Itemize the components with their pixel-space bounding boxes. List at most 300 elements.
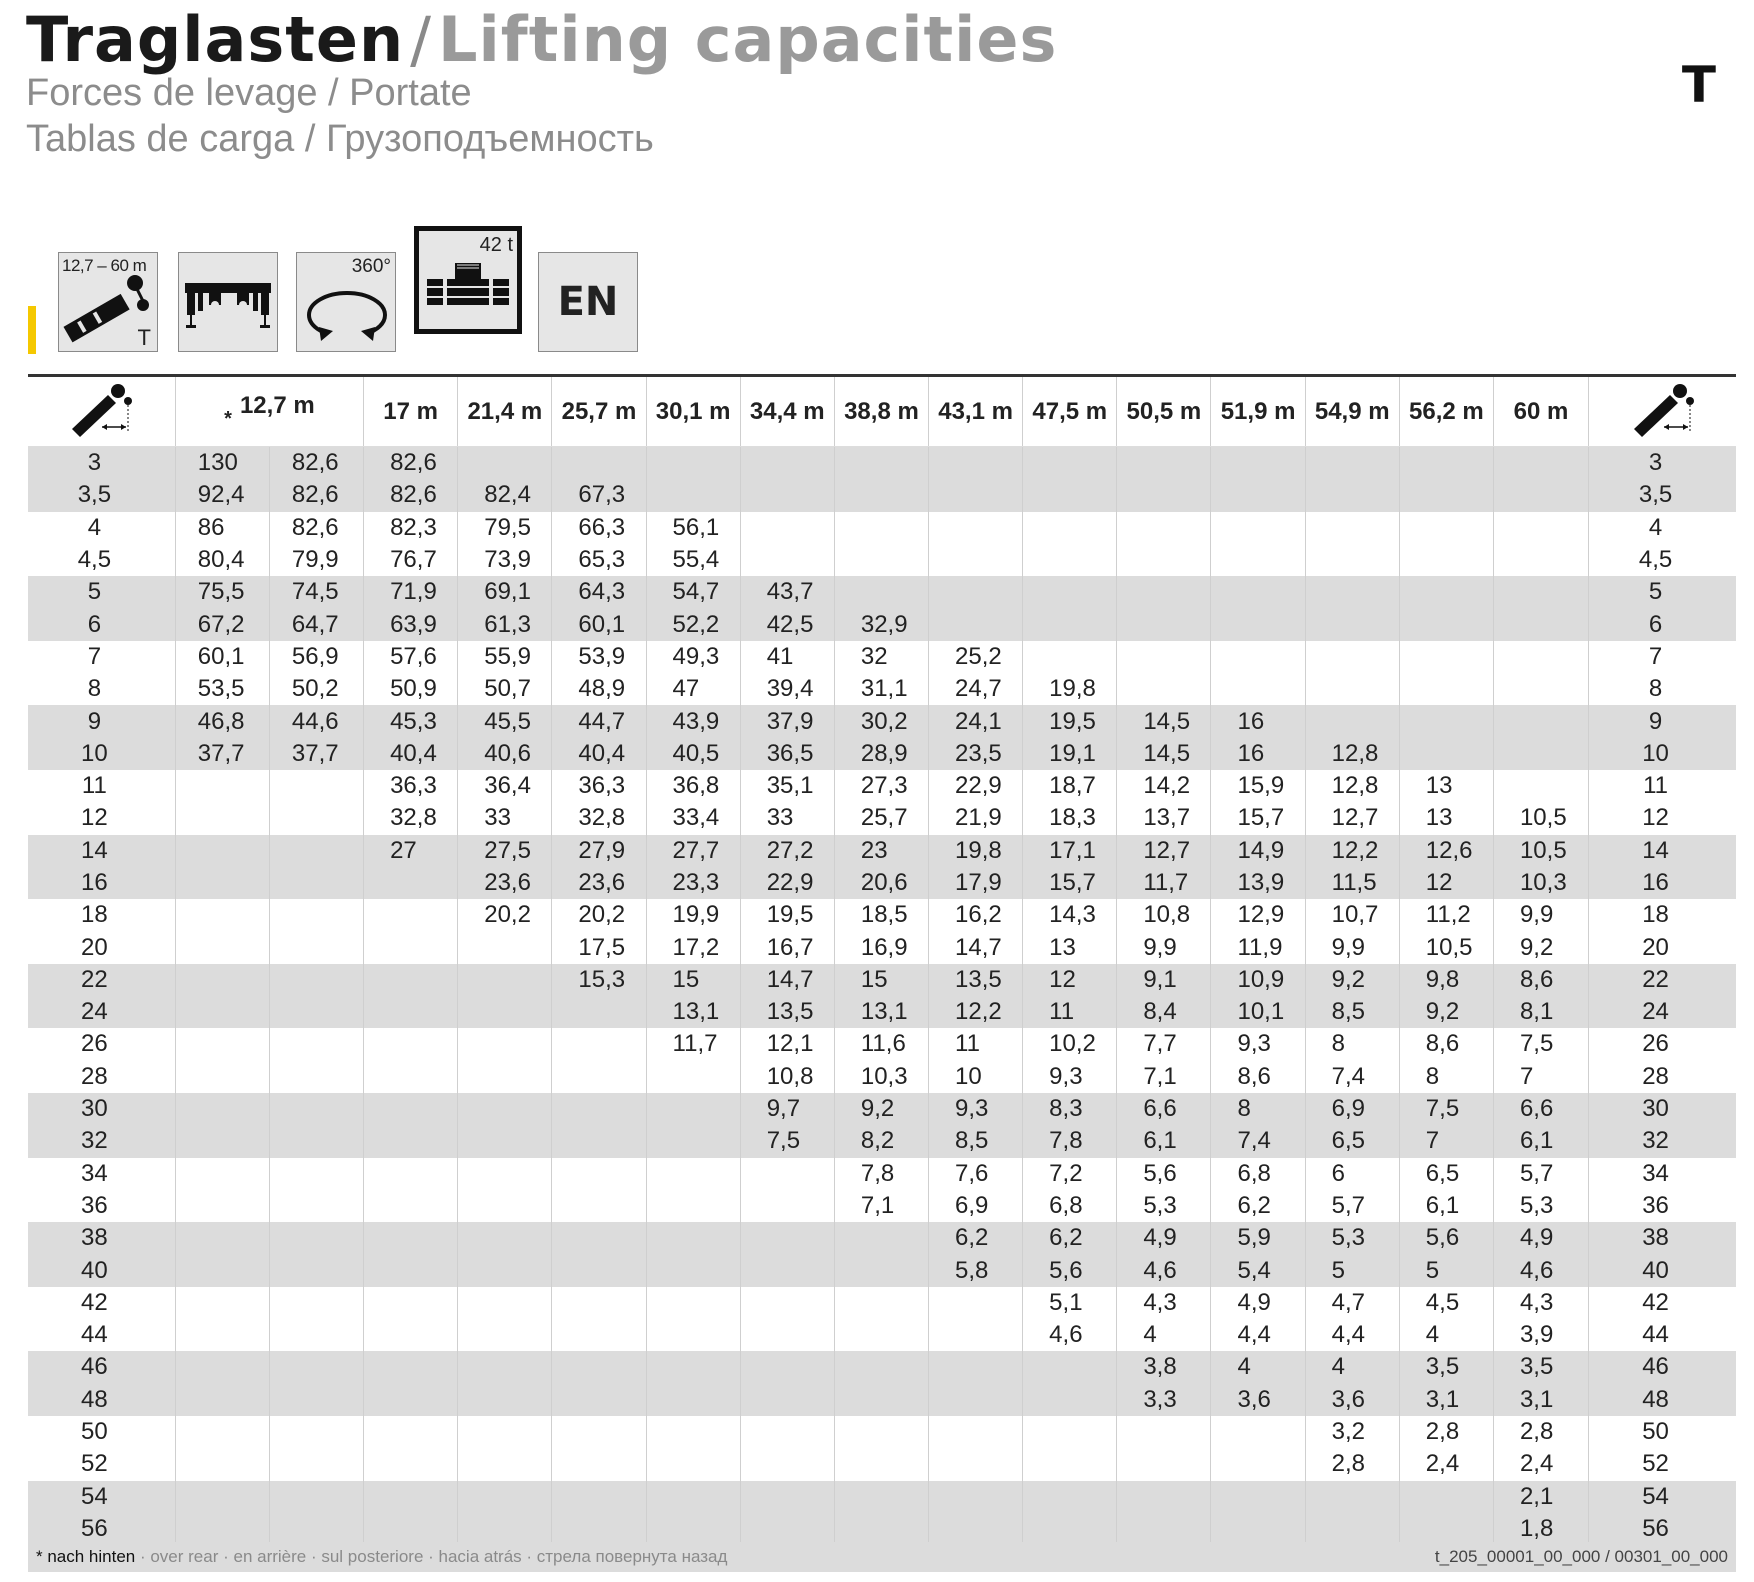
capacity-cell (175, 1448, 269, 1480)
capacity-cell (740, 1384, 834, 1416)
capacity-cell (269, 1416, 363, 1448)
capacity-cell (364, 1028, 458, 1060)
capacity-cell: 4,9 (1211, 1287, 1305, 1319)
outrigger-icon (178, 252, 278, 352)
capacity-cell: 5,9 (1211, 1222, 1305, 1254)
table-row (28, 1222, 1736, 1254)
capacity-cell: 5,6 (1023, 1254, 1117, 1286)
radius-cell-right: 32 (1589, 1125, 1736, 1157)
capacity-cell (1493, 576, 1588, 608)
capacity-cell (1117, 1481, 1211, 1513)
table-row (28, 1158, 1736, 1190)
capacity-cell (364, 1125, 458, 1157)
capacity-cell: 12,8 (1305, 770, 1399, 802)
capacity-cell: 9,2 (1493, 931, 1588, 963)
capacity-cell: 23,6 (458, 867, 552, 899)
capacity-cell (1493, 673, 1588, 705)
boom-col-header: 60 m (1493, 376, 1588, 447)
capacity-cell: 67,3 (552, 479, 646, 511)
capacity-cell (740, 1222, 834, 1254)
capacity-cell: 18,7 (1023, 770, 1117, 802)
capacity-cell (1493, 705, 1588, 737)
table-row (28, 705, 1736, 737)
capacity-cell: 4,4 (1305, 1319, 1399, 1351)
radius-cell: 6 (28, 608, 175, 640)
capacity-cell: 42,5 (740, 608, 834, 640)
capacity-cell: 14,5 (1117, 738, 1211, 770)
capacity-cell: 22,9 (929, 770, 1023, 802)
table-row (28, 867, 1736, 899)
capacity-cell (740, 1254, 834, 1286)
capacity-cell (552, 1351, 646, 1383)
radius-cell-right: 3,5 (1589, 479, 1736, 511)
radius-cell-right: 14 (1589, 835, 1736, 867)
capacity-cell: 14,5 (1117, 705, 1211, 737)
capacity-cell: 13,1 (834, 996, 928, 1028)
capacity-cell (552, 1254, 646, 1286)
radius-header-right (1589, 376, 1736, 447)
capacity-cell: 9,3 (1023, 1061, 1117, 1093)
capacity-cell (834, 1222, 928, 1254)
capacity-cell (646, 1158, 740, 1190)
capacity-cell: 6,6 (1117, 1093, 1211, 1125)
capacity-cell (269, 1125, 363, 1157)
table-row (28, 1351, 1736, 1383)
capacity-cell (929, 544, 1023, 576)
table-row (28, 641, 1736, 673)
capacity-cell (1023, 608, 1117, 640)
capacity-cell (1399, 641, 1493, 673)
capacity-cell: 76,7 (364, 544, 458, 576)
capacity-cell: 7,5 (1493, 1028, 1588, 1060)
capacity-cell: 7,6 (929, 1158, 1023, 1190)
capacity-cell (458, 931, 552, 963)
capacity-cell: 12,2 (929, 996, 1023, 1028)
capacity-cell (552, 1287, 646, 1319)
capacity-cell (175, 1190, 269, 1222)
capacity-cell (646, 1448, 740, 1480)
table-row (28, 802, 1736, 834)
capacity-cell: 17,1 (1023, 835, 1117, 867)
radius-cell: 24 (28, 996, 175, 1028)
capacity-cell: 19,5 (740, 899, 834, 931)
capacity-cell: 19,5 (1023, 705, 1117, 737)
capacity-cell (1211, 512, 1305, 544)
capacity-cell: 7,1 (1117, 1061, 1211, 1093)
capacity-cell (552, 1158, 646, 1190)
capacity-cell (458, 1254, 552, 1286)
capacity-cell: 45,3 (364, 705, 458, 737)
capacity-cell (1117, 544, 1211, 576)
capacity-cell: 40,6 (458, 738, 552, 770)
capacity-cell (929, 447, 1023, 480)
capacity-cell: 7 (1399, 1125, 1493, 1157)
table-row (28, 1125, 1736, 1157)
capacity-cell: 12,2 (1305, 835, 1399, 867)
radius-cell: 28 (81, 1062, 108, 1090)
capacity-cell: 23,6 (552, 867, 646, 899)
capacity-cell: 8,4 (1117, 996, 1211, 1028)
capacity-cell (458, 1416, 552, 1448)
capacity-cell (740, 1190, 834, 1222)
capacity-cell: 4,4 (1211, 1319, 1305, 1351)
capacity-cell (929, 1319, 1023, 1351)
capacity-cell: 43,9 (646, 705, 740, 737)
capacity-cell: 19,9 (646, 899, 740, 931)
capacity-cell: 33 (740, 802, 834, 834)
capacity-cell (1117, 447, 1211, 480)
capacity-cell (1023, 512, 1117, 544)
capacity-cell: 6,5 (1305, 1125, 1399, 1157)
capacity-cell: 53,9 (552, 641, 646, 673)
capacity-cell: 4,6 (1493, 1254, 1588, 1286)
capacity-cell (1117, 673, 1211, 705)
capacity-cell: 12,9 (1211, 899, 1305, 931)
capacity-cell: 44,7 (552, 705, 646, 737)
table-row (28, 479, 1736, 511)
capacity-cell: 54,7 (646, 576, 740, 608)
capacity-cell: 50,9 (364, 673, 458, 705)
capacity-cell (740, 479, 834, 511)
capacity-cell: 4 (1305, 1351, 1399, 1383)
capacity-cell: 5,3 (1305, 1222, 1399, 1254)
capacity-cell: 64,7 (269, 608, 363, 640)
capacity-cell: 74,5 (269, 576, 363, 608)
capacity-cell (646, 1254, 740, 1286)
capacity-cell (458, 1190, 552, 1222)
counterweight-stack-icon (419, 231, 517, 329)
capacity-cell: 4 (1399, 1319, 1493, 1351)
capacity-cell: 15 (834, 964, 928, 996)
capacity-cell: 6,6 (1493, 1093, 1588, 1125)
radius-cell: 11 (81, 772, 107, 800)
capacity-cell (1023, 1351, 1117, 1383)
capacity-cell: 79,9 (269, 544, 363, 576)
capacity-cell (552, 1481, 646, 1513)
capacity-cell (1399, 544, 1493, 576)
capacity-cell: 52,2 (646, 608, 740, 640)
capacity-cell: 5,6 (1399, 1222, 1493, 1254)
capacity-cell (1211, 641, 1305, 673)
capacity-cell (175, 1351, 269, 1383)
radius-cell: 14 (28, 835, 175, 867)
capacity-cell (1399, 576, 1493, 608)
capacity-cell (834, 479, 928, 511)
table-row (28, 544, 1736, 576)
boom-col-header: 56,2 m (1399, 376, 1493, 447)
radius-cell-right: 38 (1589, 1222, 1736, 1254)
table-row (28, 1384, 1736, 1416)
capacity-cell: 12,6 (1399, 835, 1493, 867)
capacity-cell: 14,7 (929, 931, 1023, 963)
radius-cell: 7 (87, 642, 102, 670)
capacity-cell (834, 1448, 928, 1480)
capacity-cell: 16,7 (740, 931, 834, 963)
capacity-cell (458, 1125, 552, 1157)
table-row (28, 1416, 1736, 1448)
capacity-cell: 3,3 (1117, 1384, 1211, 1416)
capacity-cell (552, 1384, 646, 1416)
capacity-cell: 30,2 (834, 705, 928, 737)
capacity-cell: 8,1 (1493, 996, 1588, 1028)
capacity-cell: 57,6 (364, 641, 458, 673)
radius-cell: 54 (28, 1481, 175, 1513)
capacity-cell: 16,2 (929, 899, 1023, 931)
boom-col-header: 50,5 m (1117, 376, 1211, 447)
capacity-cell: 13 (1399, 770, 1493, 802)
footer-note-translations: · over rear · en arrière · sul posteriore · hacia atrás · стрела повернута назад (135, 1547, 728, 1566)
capacity-cell: 4,3 (1117, 1287, 1211, 1319)
radius-cell-right: 40 (1589, 1254, 1736, 1286)
working-radius-icon (66, 377, 136, 439)
capacity-cell (552, 1190, 646, 1222)
capacity-cell: 27,7 (646, 835, 740, 867)
slewing-icon (296, 252, 396, 352)
radius-cell: 40 (28, 1254, 175, 1286)
capacity-cell: 21,9 (929, 802, 1023, 834)
radius-cell-right: 10 (1589, 738, 1736, 770)
capacity-cell: 10,7 (1305, 899, 1399, 931)
capacity-cell: 73,9 (458, 544, 552, 576)
capacity-cell: 3,1 (1399, 1384, 1493, 1416)
capacity-cell (552, 1222, 646, 1254)
capacity-cell (175, 1028, 269, 1060)
capacity-cell: 8,3 (1023, 1093, 1117, 1125)
capacity-cell: 13,5 (740, 996, 834, 1028)
capacity-cell: 11,5 (1305, 867, 1399, 899)
capacity-cell (646, 479, 740, 511)
radius-cell-right: 26 (1589, 1028, 1736, 1060)
capacity-cell: 4,9 (1493, 1222, 1588, 1254)
capacity-cell: 2,4 (1493, 1448, 1588, 1480)
capacity-cell: 6,9 (1305, 1093, 1399, 1125)
capacity-cell (740, 1448, 834, 1480)
capacity-cell: 40,4 (552, 738, 646, 770)
capacity-cell (269, 1287, 363, 1319)
capacity-cell: 25,7 (834, 802, 928, 834)
rotation-360-icon (297, 253, 397, 353)
capacity-cell (646, 1061, 740, 1093)
capacity-cell: 11,9 (1211, 931, 1305, 963)
capacity-cell (646, 1416, 740, 1448)
capacity-cell (552, 996, 646, 1028)
radius-cell: 38 (28, 1222, 175, 1254)
section-mark: T (1681, 56, 1716, 114)
footer-note-german: * nach hinten (36, 1547, 136, 1566)
capacity-cell (1211, 608, 1305, 640)
capacity-cell (175, 835, 269, 867)
capacity-cell: 79,5 (458, 512, 552, 544)
capacity-cell (1305, 641, 1399, 673)
capacity-cell (364, 1254, 458, 1286)
capacity-cell (1023, 1416, 1117, 1448)
capacity-cell (269, 1028, 363, 1060)
capacity-cell (458, 1158, 552, 1190)
capacity-cell (1023, 1384, 1117, 1416)
footer-bar (28, 1542, 1736, 1572)
boom-length-icon (58, 252, 158, 352)
capacity-cell: 3,1 (1493, 1384, 1588, 1416)
capacity-cell: 9,7 (740, 1093, 834, 1125)
capacity-cell: 32 (834, 641, 928, 673)
capacity-cell (929, 608, 1023, 640)
capacity-cell: 2,8 (1399, 1416, 1493, 1448)
table-body (28, 447, 1736, 1547)
table-row (28, 964, 1736, 996)
radius-cell-right: 50 (1589, 1416, 1736, 1448)
capacity-cell (552, 1028, 646, 1060)
capacity-cell (1023, 447, 1117, 480)
capacity-cell: 10,2 (1023, 1028, 1117, 1060)
capacity-cell (458, 964, 552, 996)
radius-cell: 50 (81, 1418, 108, 1446)
radius-cell-right: 16 (1589, 867, 1736, 899)
capacity-cell: 7,5 (740, 1125, 834, 1157)
capacity-cell (269, 802, 363, 834)
boom-col-header: 54,9 m (1305, 376, 1399, 447)
boom-col-header: 47,5 m (1023, 376, 1117, 447)
capacity-cell: 32,8 (364, 802, 458, 834)
radius-cell: 3,5 (28, 479, 175, 511)
capacity-cell (458, 1028, 552, 1060)
capacity-cell: 47 (646, 673, 740, 705)
capacity-cell: 55,9 (458, 641, 552, 673)
capacity-cell: 48,9 (552, 673, 646, 705)
table-row (28, 1319, 1736, 1351)
capacity-cell (740, 1319, 834, 1351)
capacity-cell: 60,1 (175, 641, 269, 673)
lifting-capacity-table (28, 374, 1736, 1548)
capacity-cell (740, 1351, 834, 1383)
capacity-cell: 8,6 (1211, 1061, 1305, 1093)
capacity-cell (1117, 608, 1211, 640)
capacity-cell: 11,7 (646, 1028, 740, 1060)
radius-cell: 46 (28, 1351, 175, 1383)
radius-cell-right: 12 (1589, 802, 1736, 834)
capacity-cell (458, 447, 552, 480)
radius-cell-right: 44 (1589, 1319, 1736, 1351)
working-radius-icon (1628, 377, 1698, 439)
capacity-cell: 5,6 (1117, 1158, 1211, 1190)
capacity-cell (458, 1061, 552, 1093)
capacity-cell: 80,4 (175, 544, 269, 576)
boom-col-header: 21,4 m (458, 376, 552, 447)
capacity-cell: 10 (929, 1061, 1023, 1093)
capacity-cell: 9,3 (929, 1093, 1023, 1125)
document-code: t_205_00001_00_000 / 00301_00_000 (1434, 1547, 1728, 1566)
capacity-cell: 61,3 (458, 608, 552, 640)
table-header-row (28, 376, 1736, 447)
capacity-cell: 8,2 (834, 1125, 928, 1157)
capacity-cell (834, 576, 928, 608)
capacity-cell (269, 1222, 363, 1254)
outrigger-base-icon (179, 253, 279, 353)
capacity-cell (834, 1481, 928, 1513)
capacity-cell (1399, 608, 1493, 640)
capacity-cell (175, 1158, 269, 1190)
table-row (28, 1190, 1736, 1222)
capacity-cell (458, 1287, 552, 1319)
title-german: Traglasten (26, 3, 405, 76)
capacity-cell: 14,3 (1023, 899, 1117, 931)
capacity-cell (1023, 544, 1117, 576)
radius-cell: 20 (81, 933, 108, 961)
capacity-cell (269, 1384, 363, 1416)
capacity-cell (834, 1351, 928, 1383)
capacity-cell (175, 1481, 269, 1513)
capacity-cell (269, 1190, 363, 1222)
capacity-cell (1117, 1416, 1211, 1448)
radius-cell-right: 56 (1589, 1513, 1736, 1547)
capacity-cell: 9,2 (1305, 964, 1399, 996)
capacity-cell: 6 (1305, 1158, 1399, 1190)
capacity-cell: 10,5 (1493, 835, 1588, 867)
table-row (28, 673, 1736, 705)
capacity-cell (364, 899, 458, 931)
capacity-cell (175, 931, 269, 963)
capacity-cell: 7,5 (1399, 1093, 1493, 1125)
capacity-cell: 17,9 (929, 867, 1023, 899)
capacity-cell: 6,2 (1023, 1222, 1117, 1254)
capacity-cell: 3,5 (1399, 1351, 1493, 1383)
capacity-cell (552, 1319, 646, 1351)
radius-cell: 5 (28, 576, 175, 608)
capacity-cell (552, 1125, 646, 1157)
accent-bar (28, 306, 36, 354)
capacity-cell (364, 1093, 458, 1125)
capacity-cell: 10,3 (1493, 867, 1588, 899)
capacity-cell: 27,3 (834, 770, 928, 802)
capacity-cell (269, 899, 363, 931)
table-row (28, 996, 1736, 1028)
capacity-cell: 22,9 (740, 867, 834, 899)
radius-cell-right: 52 (1589, 1448, 1736, 1480)
capacity-cell (1305, 1481, 1399, 1513)
capacity-cell: 3,8 (1117, 1351, 1211, 1383)
capacity-cell (175, 1061, 269, 1093)
radius-cell: 52 (81, 1450, 108, 1478)
capacity-cell: 50,2 (269, 673, 363, 705)
capacity-cell: 8 (1305, 1028, 1399, 1060)
capacity-cell: 19,8 (929, 835, 1023, 867)
capacity-cell (364, 996, 458, 1028)
radius-cell-right: 20 (1589, 931, 1736, 963)
capacity-cell (458, 1351, 552, 1383)
capacity-cell (269, 1319, 363, 1351)
capacity-cell: 130 (175, 447, 269, 480)
capacity-cell (834, 1416, 928, 1448)
capacity-cell: 10,8 (740, 1061, 834, 1093)
capacity-cell (646, 447, 740, 480)
capacity-cell: 3,6 (1211, 1384, 1305, 1416)
radius-cell-right: 22 (1589, 964, 1736, 996)
capacity-cell (269, 931, 363, 963)
radius-cell-right: 28 (1589, 1061, 1736, 1093)
capacity-cell: 7,8 (834, 1158, 928, 1190)
capacity-cell: 4,6 (1023, 1319, 1117, 1351)
boom-col-header: 25,7 m (552, 376, 646, 447)
capacity-cell: 4 (1117, 1319, 1211, 1351)
capacity-cell: 25,2 (929, 641, 1023, 673)
capacity-cell: 17,2 (646, 931, 740, 963)
capacity-cell: 20,2 (552, 899, 646, 931)
capacity-cell: 15,3 (552, 964, 646, 996)
capacity-cell (1399, 512, 1493, 544)
capacity-cell (175, 1319, 269, 1351)
capacity-cell: 32,8 (552, 802, 646, 834)
capacity-cell (1493, 770, 1588, 802)
capacity-cell (1399, 673, 1493, 705)
